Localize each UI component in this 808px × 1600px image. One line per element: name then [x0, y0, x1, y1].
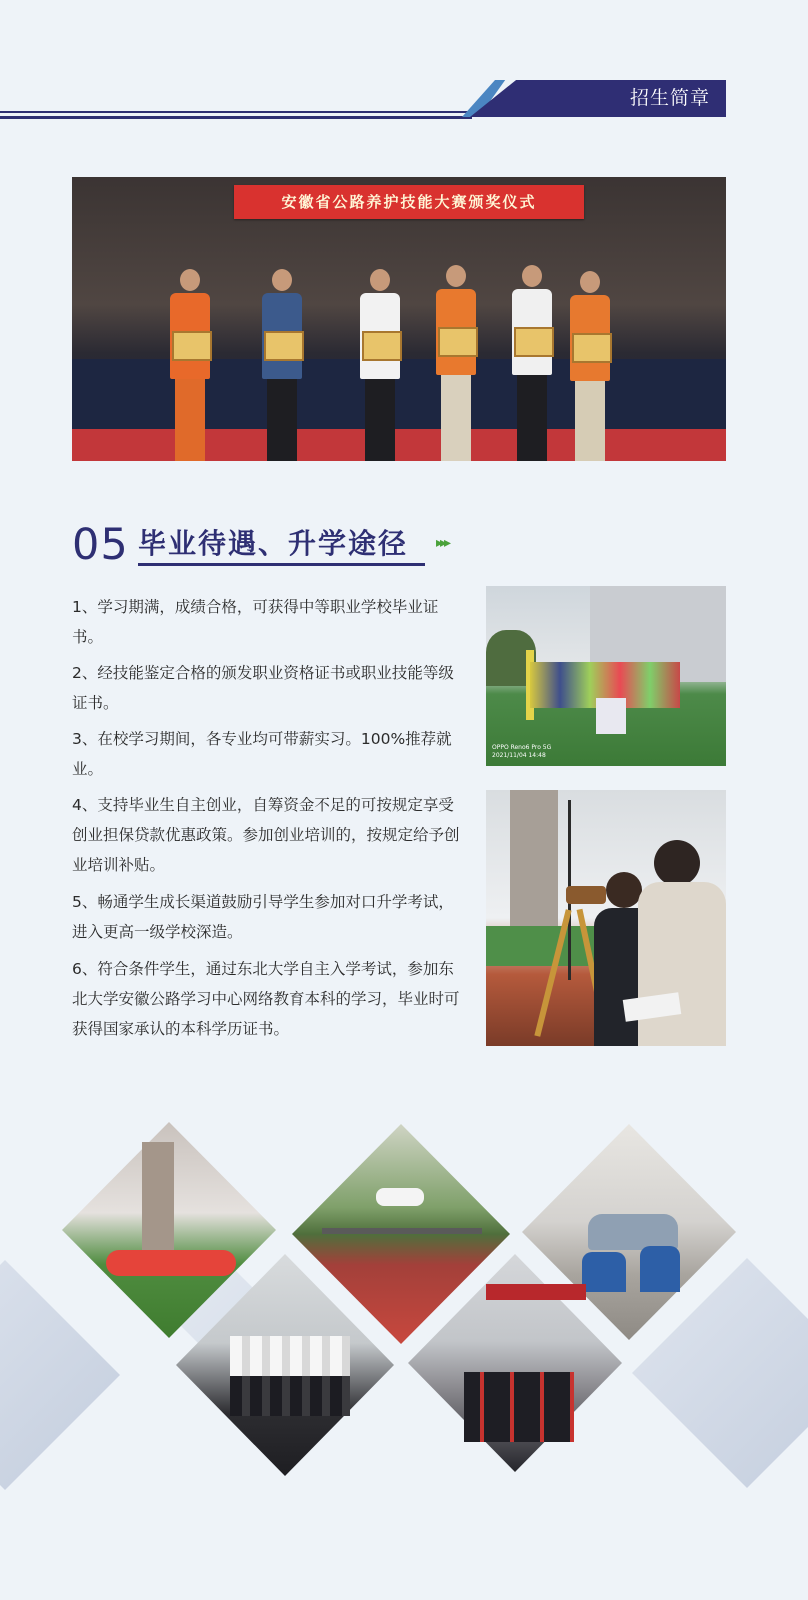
awardee-figure: [436, 265, 476, 461]
section-title-underline: [138, 563, 425, 566]
awardee-figure: [170, 269, 210, 461]
section-number: 05: [72, 520, 129, 570]
header-rule-top: [0, 111, 472, 113]
paragraph-1: 1、学习期满，成绩合格，可获得中等职业学校毕业证书。: [72, 598, 439, 646]
station-staff-photo: [408, 1254, 622, 1472]
paragraph-4: 4、支持毕业生自主创业，自筹资金不足的可按规定享受创业担保贷款优惠政策。参加创业培训的，按规定给予创业培训补贴。: [72, 796, 460, 874]
rail-staff-photo: [176, 1254, 394, 1476]
paragraph-5: 5、畅通学生成长渠道鼓励引导学生参加对口升学考试，进入更高一级学校深造。: [72, 893, 454, 941]
header-title: 招生简章: [629, 87, 710, 109]
paragraph-6: 6、符合条件学生，通过东北大学自主入学考试，参加东北大学安徽公路学习中心网络教育本科的学习，毕业时可获得国家承认的本科学历证书。: [72, 960, 460, 1038]
awardee-figure: [512, 265, 552, 461]
ceremony-banner: 安徽省公路养护技能大赛颁奖仪式: [234, 185, 584, 219]
ceremony-photo: [72, 177, 726, 461]
students-field-photo: [486, 586, 726, 766]
section-title: 毕业待遇、升学途径: [138, 527, 409, 560]
awardee-figure: [570, 271, 610, 461]
awardee-figure: [360, 269, 400, 461]
paragraph-2: 2、经技能鉴定合格的颁发职业资格证书或职业技能等级证书。: [72, 664, 454, 712]
paragraph-3: 3、在校学习期间，各专业均可带薪实习。100%推荐就业。: [72, 730, 452, 778]
surveying-students-photo: [486, 790, 726, 1046]
header-rule-bottom: [0, 116, 472, 119]
awardee-figure: [262, 269, 302, 461]
photo-caption: OPPO Reno6 Pro 5G 2021/11/04 14:48: [492, 744, 552, 759]
section-arrows-icon: ▸▸▸: [436, 535, 449, 551]
